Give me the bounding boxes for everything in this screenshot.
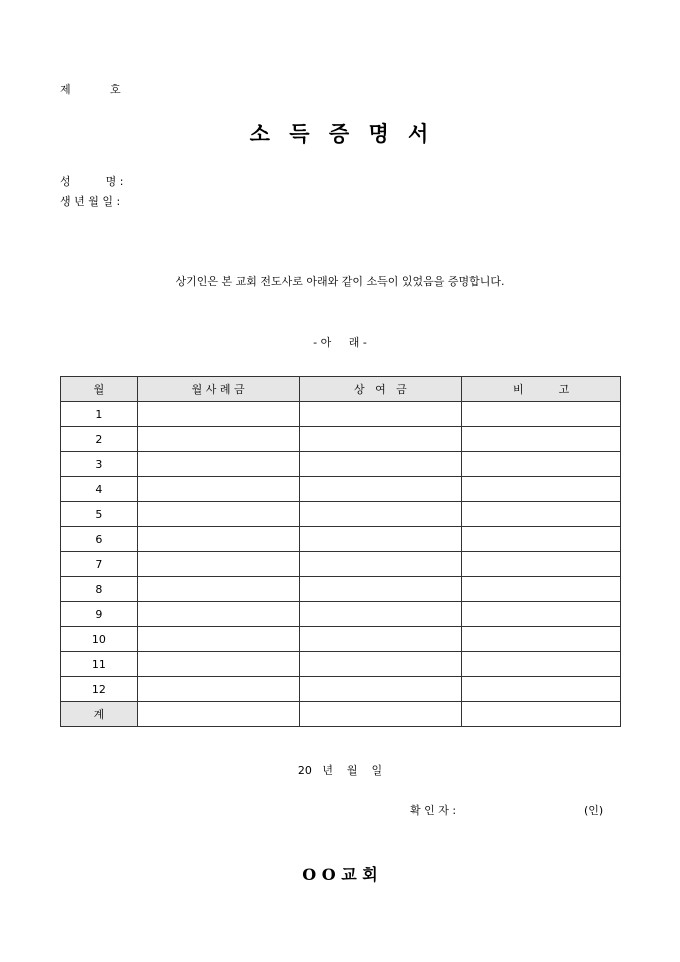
bonus-cell [299, 652, 462, 677]
total-note-cell [462, 702, 621, 727]
salary-cell [137, 577, 299, 602]
bonus-cell [299, 627, 462, 652]
month-cell: 12 [61, 677, 138, 702]
month-cell: 9 [61, 602, 138, 627]
table-row [61, 677, 621, 702]
document-number [60, 81, 121, 97]
table-row [61, 477, 621, 502]
month-cell: 2 [61, 427, 138, 452]
total-row [61, 702, 621, 727]
header-note: 비 고 [462, 377, 621, 402]
month-cell: 8 [61, 577, 138, 602]
note-cell [462, 602, 621, 627]
month-cell: 5 [61, 502, 138, 527]
note-cell [462, 477, 621, 502]
header-month: 월 [61, 377, 138, 402]
table-row [61, 652, 621, 677]
bonus-cell [299, 552, 462, 577]
salary-cell [137, 502, 299, 527]
note-cell [462, 627, 621, 652]
month-cell: 6 [61, 527, 138, 552]
table-row [61, 602, 621, 627]
salary-cell [137, 402, 299, 427]
bonus-cell [299, 602, 462, 627]
total-salary-cell [137, 702, 299, 727]
income-table [60, 376, 621, 727]
note-cell [462, 452, 621, 477]
bonus-cell [299, 452, 462, 477]
header-bonus: 상 여 금 [299, 377, 462, 402]
table-row [61, 552, 621, 577]
total-bonus-cell [299, 702, 462, 727]
salary-cell [137, 677, 299, 702]
table-row [61, 502, 621, 527]
table-row [61, 402, 621, 427]
bonus-cell [299, 677, 462, 702]
table-row [61, 577, 621, 602]
birth-date-field-label: 생 년 월 일 : [60, 195, 121, 208]
note-cell [462, 427, 621, 452]
doc-number-suffix: 호 [110, 83, 121, 96]
doc-number-prefix: 제 [60, 83, 71, 96]
note-cell [462, 502, 621, 527]
bonus-cell [299, 427, 462, 452]
name-field-label: 성 명 : [60, 175, 124, 188]
month-cell: 4 [61, 477, 138, 502]
church-name: O O 교 회 [302, 865, 378, 884]
month-cell: 7 [61, 552, 138, 577]
note-cell [462, 402, 621, 427]
salary-cell [137, 527, 299, 552]
salary-cell [137, 602, 299, 627]
seal-label: (인) [584, 804, 604, 817]
salary-cell [137, 477, 299, 502]
month-cell: 3 [61, 452, 138, 477]
note-cell [462, 652, 621, 677]
table-row [61, 627, 621, 652]
table-header-row [61, 377, 621, 402]
confirmer-label: 확 인 자 : [410, 804, 457, 817]
note-cell [462, 527, 621, 552]
bonus-cell [299, 402, 462, 427]
note-cell [462, 552, 621, 577]
bonus-cell [299, 477, 462, 502]
certification-statement: 상기인은 본 교회 전도사로 아래와 같이 소득이 있었음을 증명합니다. [175, 275, 505, 288]
bonus-cell [299, 502, 462, 527]
total-label: 계 [61, 702, 138, 727]
month-cell: 10 [61, 627, 138, 652]
month-cell: 11 [61, 652, 138, 677]
bonus-cell [299, 527, 462, 552]
table-row [61, 427, 621, 452]
month-cell: 1 [61, 402, 138, 427]
salary-cell [137, 627, 299, 652]
note-cell [462, 577, 621, 602]
table-row [61, 452, 621, 477]
section-marker: - 아 래 - [313, 336, 367, 349]
salary-cell [137, 427, 299, 452]
page-title: 소 득 증 명 서 [249, 121, 431, 146]
salary-cell [137, 452, 299, 477]
note-cell [462, 677, 621, 702]
salary-cell [137, 552, 299, 577]
table-row [61, 527, 621, 552]
table-body [61, 402, 621, 702]
issue-date: 20 년 월 일 [297, 764, 383, 777]
header-salary: 월 사 례 금 [137, 377, 299, 402]
bonus-cell [299, 577, 462, 602]
salary-cell [137, 652, 299, 677]
